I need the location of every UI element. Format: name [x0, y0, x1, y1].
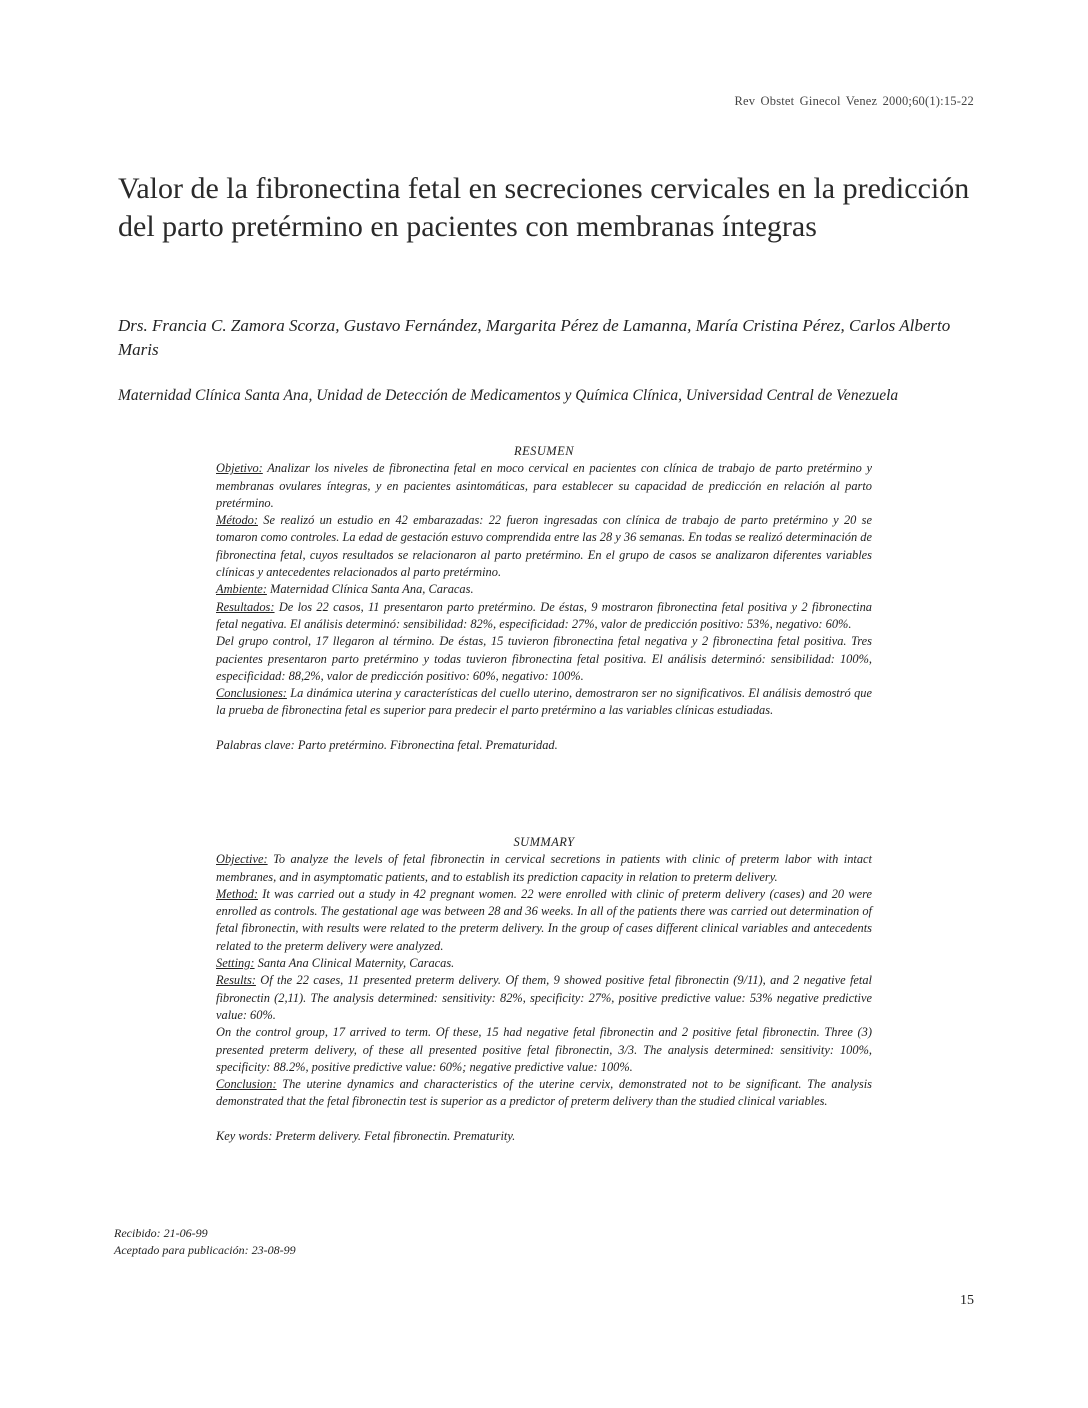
summary-setting [216, 955, 872, 972]
affiliation: Maternidad Clínica Santa Ana, Unidad de Detección de Medicamentos y Química Clínica, Universidad Central de Venezuela [118, 387, 899, 404]
palabras-clave: Palabras clave: Parto pretérmino. Fibronectina fetal. Prematuridad. [216, 737, 558, 752]
article-title: Valor de la fibronectina fetal en secreciones cervicales en la predicción del parto pretérmino en pacientes con membranas íntegras [118, 172, 970, 243]
submission-dates [114, 1225, 296, 1259]
resumen-heading: RESUMEN [514, 444, 574, 458]
accepted-date: Aceptado para publicación: 23-08-99 [114, 1243, 296, 1257]
journal-reference: Rev Obstet Ginecol Venez 2000;60(1):15-22 [734, 94, 974, 108]
setting-text: Santa Ana Clinical Maternity, Caracas. [254, 956, 455, 971]
resumen-objetivo [216, 460, 872, 512]
conclusiones-label: Conclusiones: [216, 686, 287, 701]
conclusion-label: Conclusion: [216, 1077, 277, 1092]
conclusion-text: The uterine dynamics and characteristics of the uterine cervix, demonstrated not to be significant. The analysis demonstrated that the fetal fibronectin test is superior as a predictor of preterm delivery than the studied clinical variables. [216, 1077, 872, 1109]
results-text: Of the 22 cases, 11 presented preterm delivery. Of them, 9 showed positive fetal fibronectin (9/11), and 2 negative fetal fibronectin (2,11). The analysis determined: sensitivity: 82%, specificity: 27%, positive predictive value: 53% negative predictive value: 60%. [216, 973, 872, 1022]
resumen-metodo [216, 512, 872, 581]
summary-section [216, 834, 872, 1145]
spacer [216, 1111, 872, 1128]
authors: Drs. Francia C. Zamora Scorza, Gustavo Fernández, Margarita Pérez de Lamanna, María Cristina Pérez, Carlos Alberto Maris [118, 316, 951, 359]
resumen-resultados [216, 599, 872, 634]
resultados-label: Resultados: [216, 599, 275, 614]
summary-control: On the control group, 17 arrived to term. Of these, 15 had negative fetal fibronectin and 2 positive fetal fibronectin. Three (3) presented preterm delivery, of these all presented positive fetal fibronectin, 3/3. The analysis determined: sensitivity: 100%, specificity: 88.2%, positive predictive value: 60%; negative predictive value: 100%. [216, 1025, 872, 1074]
ambiente-text: Maternidad Clínica Santa Ana, Caracas. [266, 582, 474, 597]
key-words: Key words: Preterm delivery. Fetal fibronectin. Prematurity. [216, 1128, 516, 1143]
ambiente-label: Ambiente: [216, 582, 267, 597]
objetivo-text: Analizar los niveles de fibronectina fetal en moco cervical en pacientes con clínica de trabajo de parto pretérmino y membranas ovulares íntegras, y en pacientes asintomáticas, para establecer su capacidad de predicción en relación al parto pretérmino. [216, 461, 872, 510]
resumen-conclusiones [216, 685, 872, 720]
method-text: It was carried out a study in 42 pregnant women. 22 were enrolled with clinic of preterm delivery (cases) and 20 were enrolled as controls. The gestational age was between 28 and 36 weeks. In all of the patients there was carried out determination of fetal fibronectin, with results were related to the preterm delivery. In the group of cases different clinical variables and antecedents related to the preterm delivery were analyzed. [216, 886, 872, 953]
resumen-control: Del grupo control, 17 llegaron al término. De éstas, 15 tuvieron fibronectina fetal negativa y 2 fibronectina fetal positiva. Tres pacientes presentaron parto pretérmino y todas tuvieron fibronectina fetal positiva. El análisis determinó: sensibilidad: 100%, especificidad: 88,2%, valor de predicción positivo: 60%, negativo: 100%. [216, 634, 872, 683]
received-date: Recibido: 21-06-99 [114, 1226, 208, 1240]
summary-heading: SUMMARY [513, 835, 575, 849]
results-label: Results: [216, 973, 256, 988]
objetivo-label: Objetivo: [216, 461, 263, 476]
method-label: Method: [216, 886, 258, 901]
resumen-ambiente [216, 581, 872, 598]
conclusiones-text: La dinámica uterina y características del cuello uterino, demostraron ser no significativos. El análisis demostró que la prueba de fibronectina fetal es superior para predecir el parto pretérmino a las variables clínicas estudiadas. [216, 686, 872, 718]
page-number: 15 [960, 1293, 974, 1308]
summary-results [216, 972, 872, 1024]
metodo-text: Se realizó un estudio en 42 embarazadas: 22 fueron ingresadas con clínica de trabajo de parto pretérmino y 20 se tomaron como controles. La edad de gestación estuvo comprendida entre las 28 y 36 semanas. En todas se realizó determinación de fibronectina fetal, cuyos resultados se relacionaron al parto pretérmino. En el grupo de casos se analizaron diferentes variables clínicas y antecedentes relacionados al parto pretérmino. [216, 513, 872, 580]
resultados-text: De los 22 casos, 11 presentaron parto pretérmino. De éstas, 9 mostraron fibronectina fetal positiva y 2 fibronectina fetal negativa. El análisis determinó: sensibilidad: 82%, especificidad: 27%, valor de predicción positivo: 53%, negativo: 60%. [216, 599, 872, 631]
setting-label: Setting: [216, 956, 255, 971]
summary-conclusion [216, 1076, 872, 1111]
spacer [216, 720, 872, 737]
summary-method [216, 886, 872, 955]
resumen-section [216, 443, 872, 754]
summary-objective [216, 851, 872, 886]
metodo-label: Método: [216, 513, 258, 528]
objective-text: To analyze the levels of fetal fibronectin in cervical secretions in patients with clinic of preterm labor with intact membranes, and in asymptomatic patients, and to establish its prediction capacity in relation to preterm delivery. [216, 852, 872, 884]
objective-label: Objective: [216, 852, 268, 867]
